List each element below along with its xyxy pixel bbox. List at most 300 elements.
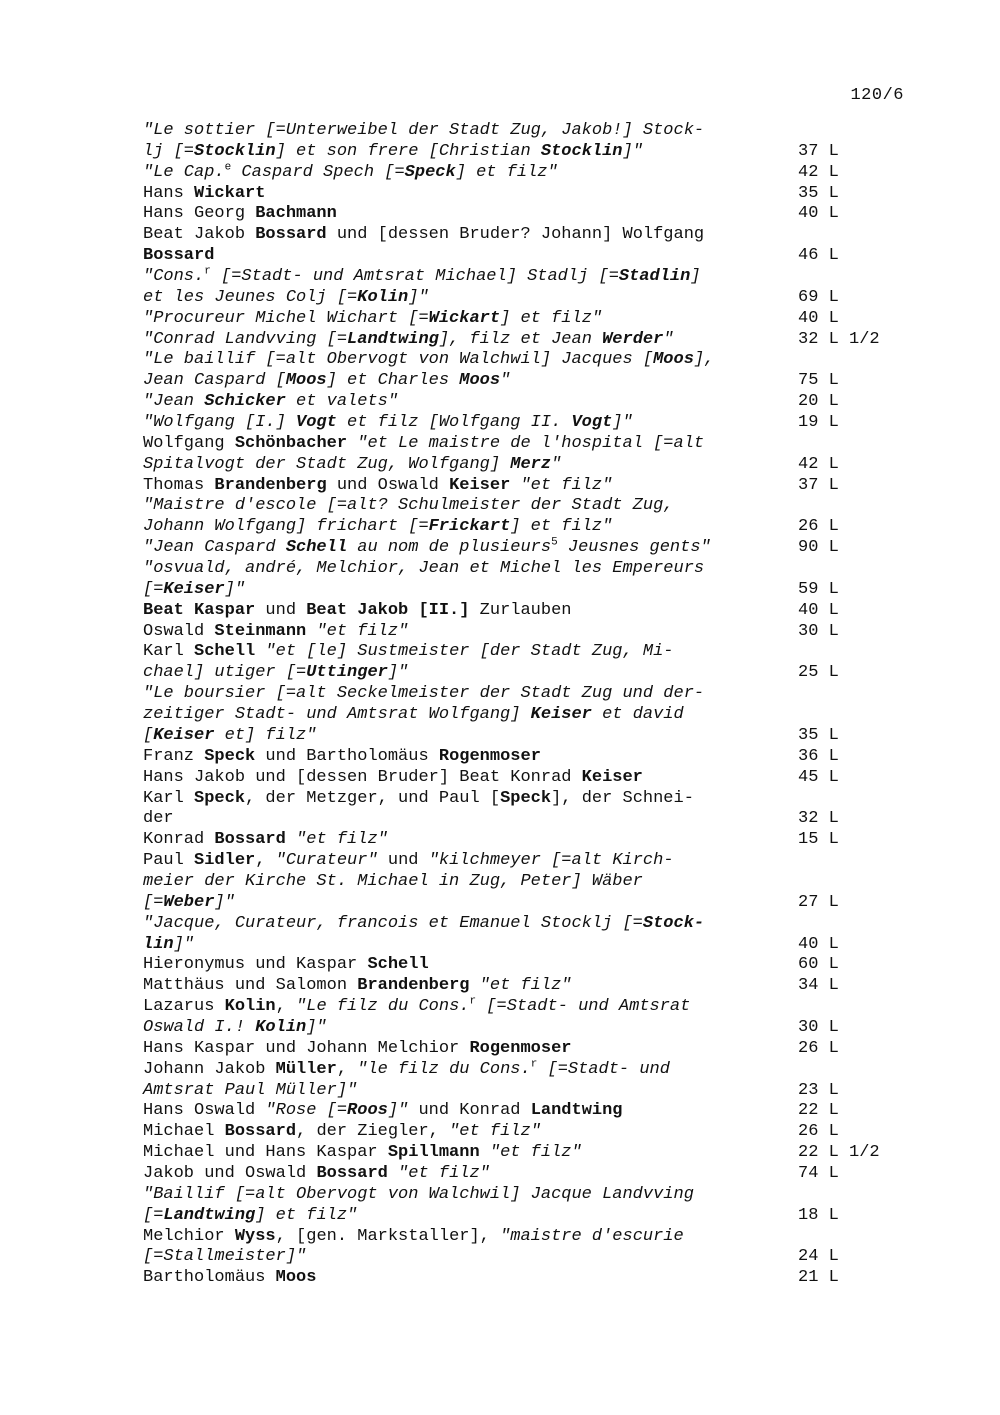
entry-text (143, 288, 429, 309)
text-segment: Johann Wolfgang] frichart [= (143, 517, 429, 537)
text-segment: , der Metzger, und Paul [ (245, 788, 501, 808)
page-number: 120/6 (850, 86, 904, 105)
entry-text (143, 601, 572, 622)
entry-text (143, 1227, 684, 1248)
text-segment: et valets" (285, 392, 399, 412)
text-segment: Moos (653, 350, 694, 370)
text-segment: Vogt (296, 413, 337, 433)
text-segment: Keiser (153, 725, 215, 745)
text-segment: Beat Jakob [II.] (306, 600, 470, 620)
entry-text (143, 246, 214, 267)
entry-text (143, 1039, 571, 1060)
ledger-list (0, 121, 1000, 1289)
entry-text (143, 663, 408, 684)
superscript: e (224, 161, 232, 174)
entry-text (143, 580, 245, 601)
text-segment: Wickart (428, 308, 501, 328)
entry-amount: 74 L (798, 1163, 839, 1183)
entry-amount: 30 L (798, 1017, 839, 1037)
ledger-line (0, 330, 1000, 351)
text-segment: Jeusnes gents" (557, 538, 711, 558)
text-segment: Zurlauben (469, 600, 572, 620)
text-segment: und [dessen Bruder? Johann] Wolfgang (326, 225, 705, 245)
entry-text (143, 392, 398, 413)
text-segment: "et filz" (285, 830, 388, 850)
ledger-line (0, 142, 1000, 163)
superscript: r (469, 995, 477, 1008)
entry-text (143, 935, 194, 956)
entry-text (143, 1122, 541, 1143)
text-segment: Speck (404, 162, 456, 182)
ledger-line (0, 601, 1000, 622)
text-segment: "Cons. (143, 267, 205, 287)
entry-amount: 40 L (798, 934, 839, 954)
text-segment: Brandenberg (357, 976, 470, 996)
ledger-line (0, 413, 1000, 434)
entry-amount: 32 L (798, 809, 839, 829)
text-segment: Sidler (194, 851, 256, 871)
text-segment: Kolin (357, 287, 409, 307)
ledger-line (0, 163, 1000, 184)
ledger-line (0, 1060, 1000, 1081)
text-segment: "Conrad Landvving [= (143, 329, 348, 349)
text-segment: Hans Jakob und [dessen Bruder] Beat Konrad (143, 767, 582, 787)
text-segment: Rogenmoser (438, 746, 541, 766)
ledger-line (0, 559, 1000, 580)
text-segment: Bossard (214, 830, 286, 850)
text-segment: [=Stadt- und Amtsrat (476, 997, 691, 1017)
entry-amount: 15 L (798, 830, 839, 850)
ledger-line (0, 350, 1000, 371)
text-segment: "Jean Caspard (143, 538, 286, 558)
text-segment: und (255, 600, 307, 620)
text-segment: Keiser (163, 579, 225, 599)
ledger-line (0, 872, 1000, 893)
text-segment: Matthäus und Salomon (143, 976, 358, 996)
entry-amount: 37 L (798, 141, 839, 161)
ledger-line (0, 1143, 1000, 1164)
text-segment: Moos (285, 371, 327, 391)
entry-text (143, 1081, 357, 1102)
text-segment: Spitalvogt der Stadt Zug, Wolfgang] (143, 454, 511, 474)
text-segment: Landtwing (163, 1205, 256, 1225)
text-segment: Kolin (224, 997, 276, 1017)
text-segment: , (255, 851, 276, 871)
entry-amount: 46 L (798, 246, 839, 266)
text-segment: Schell (194, 642, 256, 662)
text-segment: und Bartholomäus (255, 746, 439, 766)
superscript: 5 (551, 536, 558, 549)
ledger-line (0, 538, 1000, 559)
text-segment: Thomas (143, 475, 215, 495)
entry-amount: 35 L (798, 725, 839, 745)
text-segment: ], (693, 350, 715, 370)
text-segment: Landtwing (347, 329, 439, 349)
text-segment: Merz (510, 454, 552, 474)
text-segment: ] et filz" (455, 162, 558, 182)
ledger-line (0, 1227, 1000, 1248)
superscript: r (530, 1058, 538, 1071)
text-segment: Schicker (204, 392, 286, 412)
text-segment: "et filz" (449, 1122, 541, 1142)
entry-text (143, 1101, 623, 1122)
text-segment: ]" (387, 663, 409, 683)
entry-amount: 40 L (798, 204, 839, 224)
text-segment: et les Jeunes Colj [= (143, 287, 358, 307)
ledger-line (0, 1185, 1000, 1206)
text-segment: [=Stallmeister]" (143, 1247, 307, 1267)
text-segment: Hans Oswald (143, 1101, 266, 1121)
text-segment: [= (143, 1205, 164, 1225)
text-segment: Bossard (255, 225, 327, 245)
text-segment: Stocklin (194, 141, 276, 161)
text-segment: [= (143, 892, 164, 912)
ledger-line (0, 789, 1000, 810)
text-segment: ] et filz" (510, 517, 613, 537)
text-segment: ], filz et Jean (438, 329, 603, 349)
text-segment: "le filz du Cons. (357, 1059, 531, 1079)
text-segment: ]" (387, 1101, 409, 1121)
text-segment: "Le sottier [=Unterweibel der Stadt Zug, Jakob!] Stock- (143, 121, 705, 140)
entry-amount: 22 L 1/2 (798, 1143, 880, 1163)
entry-amount: 35 L (798, 183, 839, 203)
text-segment: Oswald I.! (143, 1017, 256, 1037)
text-segment: Hieronymus und Kaspar (143, 955, 368, 975)
ledger-line (0, 392, 1000, 413)
ledger-line (0, 580, 1000, 601)
ledger-line (0, 204, 1000, 225)
entry-text (143, 851, 674, 872)
text-segment: "Le boursier [=alt Seckelmeister der Stadt Zug und der- (143, 684, 705, 704)
text-segment: "Baillif [=alt Obervogt von Walchwil] Jacque Landvving (143, 1184, 694, 1204)
text-segment: lin (143, 934, 174, 954)
entry-amount: 30 L (798, 621, 839, 641)
text-segment: Bossard (143, 246, 215, 266)
text-segment: [= (143, 579, 164, 599)
text-segment: ]" (408, 287, 429, 307)
ledger-line (0, 1101, 1000, 1122)
entry-text (143, 684, 704, 705)
text-segment: Frickart (428, 517, 511, 537)
ledger-line (0, 1122, 1000, 1143)
text-segment: "et Le maistre de l'hospital [=alt (347, 433, 705, 453)
text-segment: Speck (500, 788, 552, 808)
text-segment: Spillmann (387, 1143, 480, 1163)
ledger-line (0, 955, 1000, 976)
entry-amount: 22 L (798, 1101, 839, 1121)
ledger-line (0, 851, 1000, 872)
ledger-line (0, 747, 1000, 768)
text-segment: Karl (143, 642, 195, 662)
text-segment: Rogenmoser (469, 1038, 572, 1058)
entry-amount: 27 L (798, 892, 839, 912)
text-segment: Uttinger (306, 663, 388, 683)
entry-text (143, 1060, 670, 1081)
entry-text (143, 642, 674, 663)
entry-text (143, 893, 235, 914)
text-segment: Franz (143, 746, 205, 766)
text-segment: Wickart (194, 183, 266, 203)
text-segment: ]" (224, 579, 246, 599)
entry-text (143, 1206, 357, 1227)
entry-amount: 75 L (798, 371, 839, 391)
ledger-line (0, 434, 1000, 455)
text-segment: "Rose [= (265, 1101, 348, 1121)
entry-text (143, 371, 510, 392)
text-segment: Caspard Spech [= (231, 162, 405, 182)
text-segment: Amtsrat Paul Müller]" (143, 1080, 358, 1100)
entry-text (143, 705, 684, 726)
entry-amount: 42 L (798, 162, 839, 182)
ledger-line (0, 371, 1000, 392)
entry-text (143, 1164, 490, 1185)
ledger-line (0, 976, 1000, 997)
text-segment: "maistre d'escurie (500, 1226, 684, 1246)
ledger-line (0, 809, 1000, 830)
entry-amount: 25 L (798, 663, 839, 683)
text-segment: Michael (143, 1122, 225, 1142)
text-segment: " (500, 371, 511, 391)
text-segment: ] (690, 267, 701, 287)
entry-text (143, 789, 694, 810)
entry-text (143, 559, 704, 580)
entry-text (143, 204, 337, 225)
text-segment: "et filz" (387, 1163, 490, 1183)
text-segment: et filz [Wolfgang II. (336, 413, 572, 433)
text-segment: ] et filz" (500, 308, 603, 328)
ledger-line (0, 184, 1000, 205)
ledger-line (0, 997, 1000, 1018)
text-segment: Bachmann (255, 204, 337, 224)
entry-text (143, 350, 714, 371)
text-segment: "et filz" (510, 475, 613, 495)
text-segment: "Jean (143, 392, 205, 412)
entry-amount: 59 L (798, 579, 839, 599)
ledger-line (0, 768, 1000, 789)
text-segment: Beat Kaspar (143, 600, 256, 620)
entry-text (143, 747, 541, 768)
text-segment: Weber (163, 892, 215, 912)
entry-amount: 20 L (798, 392, 839, 412)
entry-text (143, 768, 643, 789)
entry-text (143, 455, 561, 476)
ledger-line (0, 496, 1000, 517)
entry-text (143, 1185, 694, 1206)
ledger-line (0, 830, 1000, 851)
text-segment: "osvuald, andré, Melchior, Jean et Michel les Empereurs (143, 559, 705, 579)
text-segment: Schell (285, 538, 348, 558)
ledger-line (0, 1081, 1000, 1102)
text-segment: Hans (143, 183, 195, 203)
text-segment: "Procureur Michel Wichart [= (143, 308, 429, 328)
text-segment: zeitiger Stadt- und Amtsrat Wolfgang] (143, 705, 531, 725)
entry-amount: 26 L (798, 517, 839, 537)
text-segment: , [gen. Markstaller], (275, 1226, 501, 1246)
entry-amount: 23 L (798, 1080, 839, 1100)
text-segment: Schell (367, 955, 429, 975)
text-segment: ] et son frere [Christian (275, 141, 541, 161)
text-segment: , der Ziegler, (296, 1122, 450, 1142)
entry-text (143, 997, 690, 1018)
entry-text (143, 872, 643, 893)
text-segment: Paul (143, 851, 195, 871)
text-segment: Stock- (642, 913, 705, 933)
ledger-line (0, 121, 1000, 142)
text-segment: Kolin (255, 1017, 307, 1037)
entry-text (143, 830, 388, 851)
text-segment: Melchior (143, 1226, 235, 1246)
text-segment: "Le filz du Cons. (296, 997, 470, 1017)
ledger-line (0, 476, 1000, 497)
text-segment: Bartholomäus (143, 1268, 276, 1288)
text-segment: , (336, 1059, 358, 1079)
text-segment: [=Stadt- und Amtsrat Michael] Stadlj [= (210, 267, 619, 287)
ledger-line (0, 1018, 1000, 1039)
text-segment: Keiser (530, 705, 592, 725)
entry-text (143, 622, 408, 643)
text-segment: Bossard (224, 1122, 297, 1142)
ledger-line (0, 684, 1000, 705)
entry-amount: 18 L (798, 1205, 839, 1225)
text-segment: Oswald (143, 621, 215, 641)
text-segment: und Konrad (408, 1101, 531, 1121)
text-segment: ]" (612, 413, 633, 433)
entry-text (143, 184, 265, 205)
text-segment: Werder (602, 329, 664, 349)
text-segment: " (551, 454, 562, 474)
text-segment: Konrad (143, 830, 215, 850)
text-segment: Jakob und Oswald (143, 1163, 317, 1183)
text-segment: , (275, 997, 297, 1017)
entry-amount: 26 L (798, 1122, 839, 1142)
entry-text (143, 809, 174, 830)
entry-amount: 40 L (798, 600, 839, 620)
ledger-line (0, 622, 1000, 643)
entry-amount: 24 L (798, 1247, 839, 1267)
ledger-line (0, 1039, 1000, 1060)
ledger-line (0, 225, 1000, 246)
entry-text (143, 976, 572, 997)
text-segment: meier der Kirche St. Michael in Zug, Peter] Wäber (143, 871, 643, 891)
text-segment: Beat Jakob (143, 225, 256, 245)
text-segment: Jean Caspard [ (143, 371, 286, 391)
ledger-line (0, 1164, 1000, 1185)
ledger-line (0, 455, 1000, 476)
entry-amount: 32 L 1/2 (798, 329, 880, 349)
entry-text (143, 1247, 306, 1268)
ledger-line (0, 309, 1000, 330)
ledger-line (0, 642, 1000, 663)
text-segment: et david (591, 705, 684, 725)
text-segment: "Wolfgang [I.] (143, 413, 297, 433)
text-segment: Schönbacher (234, 433, 348, 453)
text-segment: Müller (275, 1059, 337, 1079)
text-segment: Speck (204, 746, 256, 766)
entry-text (143, 413, 633, 434)
entry-text (143, 496, 674, 517)
text-segment: au nom de plusieurs (347, 538, 552, 558)
entry-amount: 34 L (798, 976, 839, 996)
entry-text (143, 914, 704, 935)
text-segment: Wyss (234, 1226, 276, 1246)
text-segment: der (143, 809, 174, 829)
text-segment: Brandenberg (214, 475, 327, 495)
entry-amount: 40 L (798, 308, 839, 328)
entry-amount: 36 L (798, 746, 839, 766)
text-segment: " (663, 329, 674, 349)
ledger-line (0, 1247, 1000, 1268)
text-segment: Hans Kaspar und Johann Melchior (143, 1038, 470, 1058)
entry-amount: 42 L (798, 454, 839, 474)
text-segment: ] et filz" (255, 1205, 358, 1225)
entry-amount: 19 L (798, 413, 839, 433)
text-segment: Moos (275, 1268, 317, 1288)
text-segment: Hans Georg (143, 204, 256, 224)
entry-text (143, 1268, 316, 1289)
entry-text (143, 1143, 582, 1164)
superscript: r (204, 265, 211, 278)
text-segment: Keiser (449, 475, 511, 495)
entry-text (143, 225, 704, 246)
entry-text (143, 330, 674, 351)
text-segment: Steinmann (214, 621, 307, 641)
text-segment: "Jacque, Curateur, francois et Emanuel Stocklj [= (143, 913, 643, 933)
text-segment: "Maistre d'escole [=alt? Schulmeister der Stadt Zug, (143, 496, 674, 516)
text-segment: "et filz" (479, 1143, 582, 1163)
text-segment: lj [= (143, 141, 195, 161)
text-segment: "et [le] Sustmeister [der Stadt Zug, Mi- (255, 642, 674, 662)
text-segment: Stadlin (618, 267, 691, 287)
entry-amount: 69 L (798, 287, 839, 307)
text-segment: "et filz" (306, 621, 409, 641)
text-segment: Johann Jakob (143, 1059, 276, 1079)
text-segment: "Le Cap. (143, 162, 225, 182)
ledger-line (0, 246, 1000, 267)
ledger-line (0, 517, 1000, 538)
text-segment: Lazarus (143, 997, 225, 1017)
entry-amount: 37 L (798, 475, 839, 495)
entry-text (143, 121, 704, 142)
text-segment: [ (143, 725, 154, 745)
entry-text (143, 267, 701, 288)
text-segment: chael] utiger [= (143, 663, 307, 683)
text-segment: ] et Charles (326, 371, 460, 391)
entry-text (143, 163, 558, 184)
ledger-line (0, 663, 1000, 684)
entry-text (143, 1018, 327, 1039)
entry-amount: 26 L (798, 1038, 839, 1058)
text-segment: ]" (622, 141, 643, 161)
ledger-line (0, 267, 1000, 288)
entry-text (143, 434, 704, 455)
entry-amount: 60 L (798, 955, 839, 975)
entry-text (143, 476, 612, 497)
text-segment: ]" (306, 1017, 327, 1037)
entry-text (143, 309, 602, 330)
text-segment: Wolfgang (143, 433, 235, 453)
text-segment: [=Stadt- und (537, 1059, 670, 1079)
text-segment: Vogt (571, 413, 613, 433)
text-segment: Roos (347, 1101, 388, 1121)
entry-text (143, 517, 612, 538)
text-segment: Moos (459, 371, 501, 391)
text-segment: ]" (214, 892, 235, 912)
entry-text (143, 142, 643, 163)
ledger-line (0, 935, 1000, 956)
entry-text (143, 955, 429, 976)
text-segment: und (377, 851, 429, 871)
text-segment: Keiser (581, 767, 643, 787)
